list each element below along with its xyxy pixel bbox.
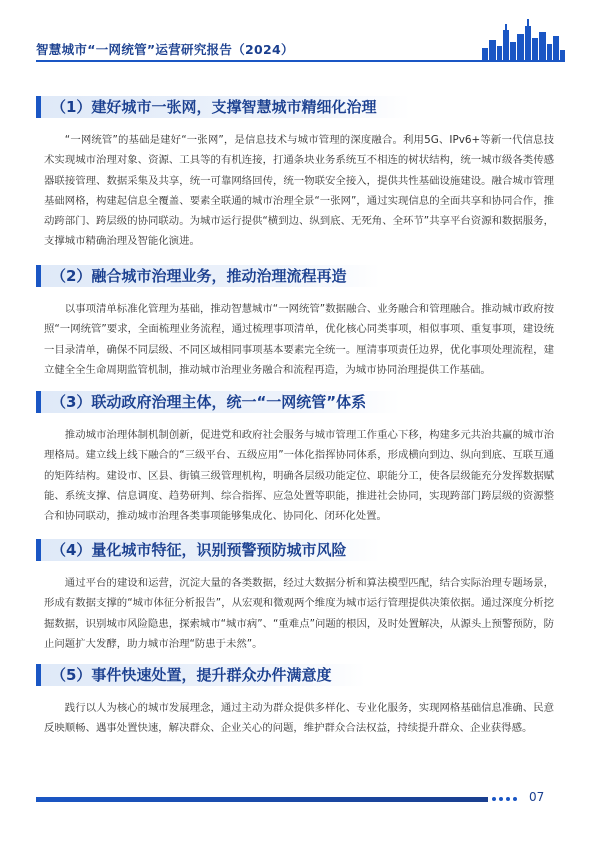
section-heading bbox=[36, 265, 566, 287]
section-paragraph: 以事项清单标准化管理为基础，推动智慧城市“一网统管”数据融合、业务融合和管理融合。推动城市政府按照“一网统管”要求，全面梳理业务流程，通过梳理事项清单，优化核心同类事项，相似事项、重复事项，建设统一目录清单，确保不同层级、不同区域相同事项基本要素完全统一。厘清事项责任边界，优化事项处理流程，建立健全全生命周期监管机制，推动城市治理业务融合和流程再造，为城市协同治理提供工作基础。 bbox=[44, 303, 554, 376]
section-paragraph: 通过平台的建设和运营，沉淀大量的各类数据，经过大数据分析和算法模型匹配，结合实际治理专题场景，形成有数据支撑的“城市体征分析报告”，从宏观和微观两个维度为城市运行管理提供决策依据。通过深度分析挖掘数据，识别城市风险隐患，探索城市“城市病”、“重难点”问题的根因，及时处置解决，从源头上预警预防，防止问题扩大发酵，助力城市治理“防患于未然”。 bbox=[44, 577, 554, 650]
section-5 bbox=[36, 664, 566, 739]
section-title: （1）建好城市一张网，支撑智慧城市精细化治理 bbox=[41, 96, 410, 118]
section-heading bbox=[36, 96, 566, 118]
footer-bar bbox=[36, 797, 488, 802]
section-paragraph: “一网统管”的基础是建好“一张网”，是信息技术与城市管理的深度融合。利用5G、IPv6+等新一代信息技术实现城市治理对象、资源、工具等的有机连接，打通条块业务系统互不相连的树状结构，统一城市级各类传感器联接管理、数据采集及共享，统一可靠网络回传，统一物联安全接入，提供共性基础设施建设。融合城市管理基础网格，构建起信息全覆盖、要素全联通的城市治理全景“一张网”，通过实现信息的全面共享和协同合作，推动跨部门、跨层级的协同联动。为城市运行提供“横到边、纵到底、无死角、全环节”共享平台资源和数据服务，支撑城市精确治理及智能化演进。 bbox=[44, 134, 554, 248]
section-1 bbox=[36, 96, 566, 252]
section-title: （4）量化城市特征，识别预警预防城市风险 bbox=[41, 539, 380, 561]
page-number: 07 bbox=[529, 790, 545, 804]
section-3 bbox=[36, 391, 566, 526]
header-divider bbox=[36, 60, 564, 62]
section-4 bbox=[36, 539, 566, 654]
footer-dots-icon bbox=[491, 795, 521, 803]
section-title: （2）融合城市治理业务，推动治理流程再造 bbox=[41, 265, 380, 287]
section-title: （3）联动政府治理主体，统一“一网统管”体系 bbox=[41, 391, 400, 413]
section-paragraph: 推动城市治理体制机制创新，促进党和政府社会服务与城市管理工作重心下移，构建多元共治共赢的城市治理格局。建立线上线下融合的“三级平台、五级应用”一体化指挥协同体系，形成横向到边、纵向到底、互联互通的矩阵结构。建设市、区县、街镇三级管理机构，明确各层级功能定位、职能分工，使各层级能充分发挥数据赋能、系统支撑、信息调度、趋势研判、综合指挥、应急处置等职能，推进社会协同，实现跨部门跨层级的资源整合和协同联动，推动城市治理各类事项能够集成化、协同化、闭环化处置。 bbox=[44, 429, 554, 523]
section-heading bbox=[36, 664, 566, 686]
section-heading bbox=[36, 391, 566, 413]
city-skyline-icon bbox=[478, 16, 568, 62]
section-title: （5）事件快速处置，提升群众办件满意度 bbox=[41, 664, 365, 686]
report-title: 智慧城市“一网统管”运营研究报告（2024） bbox=[36, 42, 294, 57]
section-paragraph: 践行以人为核心的城市发展理念，通过主动为群众提供多样化、专业化服务，实现网格基础信息准确、民意反映顺畅、遇事处置快速，解决群众、企业关心的问题，维护群众合法权益，持续提升群众、企业获得感。 bbox=[44, 702, 554, 735]
section-2 bbox=[36, 265, 566, 380]
section-heading bbox=[36, 539, 566, 561]
